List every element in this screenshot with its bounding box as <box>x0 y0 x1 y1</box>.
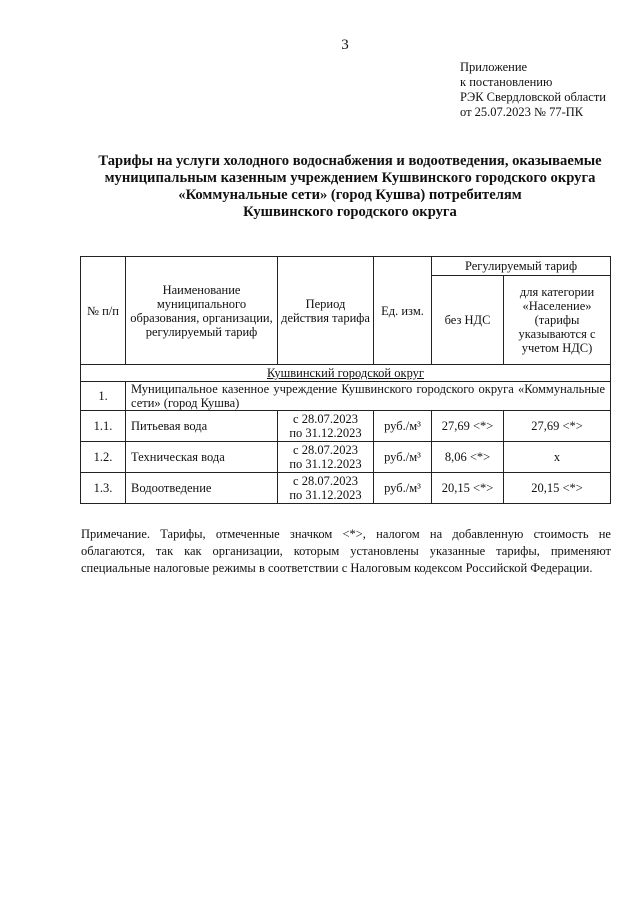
appendix-line: от 25.07.2023 № 77-ПК <box>460 105 584 119</box>
tariff-table <box>80 256 611 504</box>
row-population: 20,15 <*> <box>504 473 611 504</box>
title-line: «Коммунальные сети» (город Кушва) потребителям <box>178 187 522 203</box>
row-num: 1.1. <box>81 411 126 442</box>
row-population: 27,69 <*> <box>504 411 611 442</box>
org-num: 1. <box>81 382 126 411</box>
header-regulated: Регулируемый тариф <box>432 257 611 276</box>
appendix-block <box>460 60 606 120</box>
org-name: Муниципальное казенное учреждение Кушвинского городского округа «Коммунальные сети» (город Кушва) <box>126 382 611 411</box>
title-line: Кушвинского городского округа <box>243 204 457 220</box>
footnote: Примечание. Тарифы, отмеченные значком <*>, налогом на добавленную стоимость не облагаются, так как организации, которым установлены указанные тарифы, применяют специальные налоговые режимы в соответствии с Налоговым кодексом Российской Федерации. <box>81 527 611 575</box>
row-no-vat: 20,15 <*> <box>432 473 504 504</box>
row-unit: руб./м³ <box>374 411 432 442</box>
row-name: Водоотведение <box>126 473 278 504</box>
header-unit: Ед. изм. <box>374 257 432 365</box>
header-num: № п/п <box>81 257 126 365</box>
appendix-line: РЭК Свердловской области <box>460 90 606 104</box>
row-no-vat: 27,69 <*> <box>432 411 504 442</box>
row-num: 1.3. <box>81 473 126 504</box>
table-row <box>81 411 611 442</box>
row-name: Техническая вода <box>126 442 278 473</box>
header-period: Период действия тарифа <box>278 257 374 365</box>
row-num: 1.2. <box>81 442 126 473</box>
section-title: Кушвинский городской округ <box>81 365 611 382</box>
header-name: Наименование муниципального образования, организации, регулируемый тариф <box>126 257 278 365</box>
header-no-vat: без НДС <box>432 276 504 365</box>
row-population: x <box>504 442 611 473</box>
header-population: для категории «Население» (тарифы указываются с учетом НДС) <box>504 276 611 365</box>
row-no-vat: 8,06 <*> <box>432 442 504 473</box>
row-unit: руб./м³ <box>374 473 432 504</box>
table-row <box>81 473 611 504</box>
title-line: Тарифы на услуги холодного водоснабжения и водоотведения, оказываемые <box>98 153 602 169</box>
appendix-line: Приложение <box>460 60 528 74</box>
row-period: с 28.07.2023 по 31.12.2023 <box>278 442 374 473</box>
row-unit: руб./м³ <box>374 442 432 473</box>
appendix-line: к постановлению <box>460 75 553 89</box>
row-name: Питьевая вода <box>126 411 278 442</box>
document-title <box>70 153 630 221</box>
row-period: с 28.07.2023 по 31.12.2023 <box>278 473 374 504</box>
table-row <box>81 442 611 473</box>
page-number: 3 <box>341 37 349 53</box>
row-period: с 28.07.2023 по 31.12.2023 <box>278 411 374 442</box>
title-line: муниципальным казенным учреждением Кушвинского городского округа <box>104 170 596 186</box>
